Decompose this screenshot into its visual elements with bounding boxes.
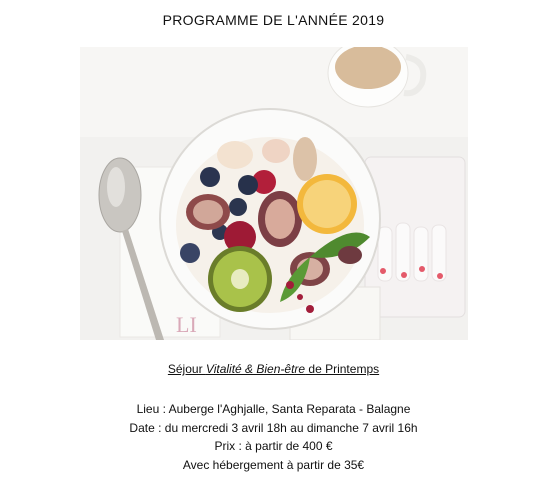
subtitle-suffix: de Printemps bbox=[305, 362, 380, 376]
svg-text:LI: LI bbox=[176, 312, 197, 337]
event-location: Lieu : Auberge l'Aghjalle, Santa Reparata - Balagne bbox=[136, 402, 411, 416]
event-lodging: Avec hébergement à partir de 35€ bbox=[182, 457, 365, 472]
subtitle-emphasis: Vitalité & Bien-être bbox=[205, 362, 306, 376]
subtitle-prefix: Séjour bbox=[167, 362, 206, 376]
event-details bbox=[0, 400, 547, 474]
event-subtitle bbox=[0, 362, 547, 376]
event-price: Prix : à partir de 400 € bbox=[214, 439, 333, 453]
breakfast-bowl-photo bbox=[80, 47, 468, 340]
page-title: PROGRAMME DE L'ANNÉE 2019 bbox=[162, 12, 385, 28]
event-date: Date : du mercredi 3 avril 18h au dimanche 7 avril 16h bbox=[129, 420, 418, 435]
